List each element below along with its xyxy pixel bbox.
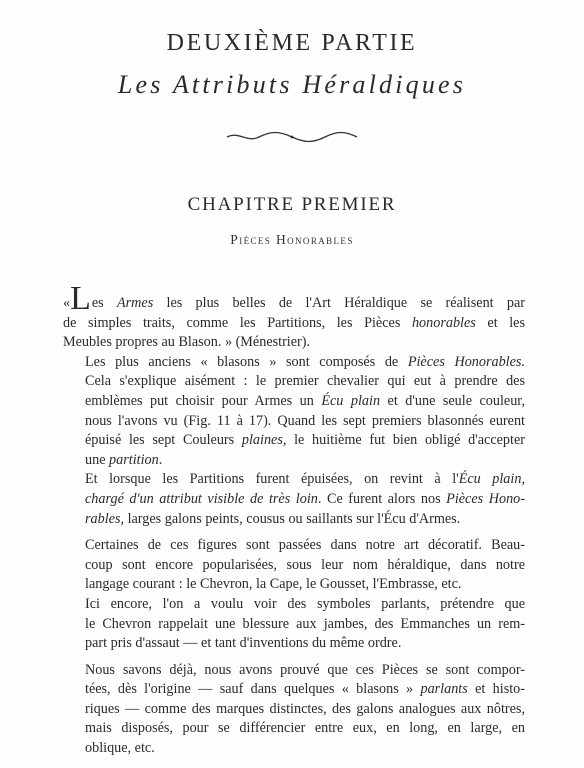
text-line: coup sont encore popularisées, sous leur nom héraldique, dans notre [85,556,525,573]
text-line: mais disposés, pour se différencier entre eux, en long, en large, en [85,720,525,737]
text-line: «Les Armes les plus belles de l'Art Héraldique se réalisent par [63,280,525,317]
paragraph [63,280,526,353]
text-line: Nous savons déjà, nous avons prouvé que ces Pièces se sont compor- [85,661,525,678]
text-line: nous l'avons vu (Fig. 11 à 17). Quand les sept premiers blasonnés eurent [85,412,525,429]
text-line: chargé d'un attribut visible de très loin. Ce furent alors nos Pièces Hono- [85,490,525,507]
text-line: Certaines de ces figures sont passées dans notre art décoratif. Beau- [85,537,525,554]
text-line: Cela s'explique aisément : le premier chevalier qui eut à prendre des [85,373,525,390]
text-line: rables, larges galons peints, cousus ou saillants sur l'Écu d'Armes. [85,510,461,527]
text-line: Et lorsque les Partitions furent épuisées, on revint à l'Écu plain, [85,471,525,488]
text-line: emblèmes put choisir pour Armes un Écu plain et d'une seule couleur, [85,392,525,409]
drop-cap: L [70,280,91,317]
ornament-divider [225,130,359,144]
text-line: part pris d'assaut — et tant d'inventions du même ordre. [85,635,402,652]
text-line: épuisé les sept Couleurs plaines, le huitième fut bien obligé d'accepter [85,432,525,449]
part-subtitle: Les Attributs Héraldiques [117,70,467,99]
text-line: riques — comme des marques distinctes, des galons analogues aux nôtres, [85,700,525,717]
paragraph [63,536,525,595]
paragraph [63,470,525,529]
text-line: Ici encore, l'on a voulu voir des symboles parlants, prétendre que [85,595,525,612]
chapter-title: CHAPITRE PREMIER [187,194,397,215]
paragraph [63,661,525,759]
text-line: Meubles propres au Blason. » (Ménestrier). [63,334,311,351]
text-line: oblique, etc. [85,740,155,757]
text-line: Les plus anciens « blasons » sont composés de Pièces Honorables. [85,353,525,370]
chapter-subtitle: Pièces Honorables [230,232,354,247]
body-text [63,280,526,759]
paragraph [63,595,525,654]
text-line: langage courant : le Chevron, la Cape, le Gousset, l'Embrasse, etc. [85,576,462,593]
part-title: DEUXIÈME PARTIE [166,30,418,56]
text-line: une partition. [85,451,163,468]
text-line: tées, dès l'origine — sauf dans quelques « blasons » parlants et histo- [85,681,525,698]
text-line: de simples traits, comme les Partitions, les Pièces honorables et les [63,314,526,331]
text-line: le Chevron rappelait une blessure aux jambes, des Emmanches un rem- [85,615,525,632]
paragraph [63,353,525,471]
